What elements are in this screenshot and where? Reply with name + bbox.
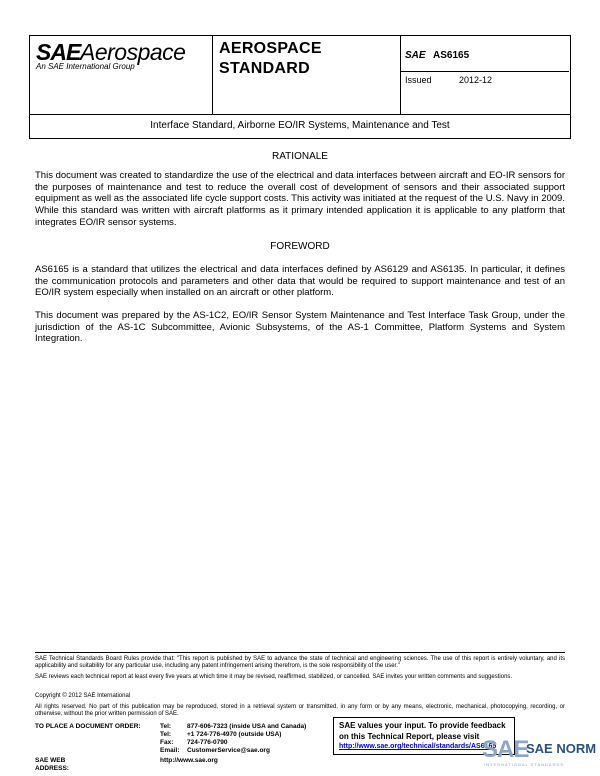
web-address-label: SAE WEB ADDRESS:: [35, 757, 69, 772]
footer-copyright: Copyright © 2012 SAE International: [35, 693, 131, 699]
document-title: Interface Standard, Airborne EO/IR Systems, Maintenance and Test: [150, 120, 450, 131]
watermark-norm-text: SAE NORM: [526, 741, 597, 756]
watermark-sae-logo: SAE: [482, 736, 529, 763]
watermark-subtext: INTERNATIONAL STANDARDS: [484, 762, 565, 767]
order-label: TO PLACE A DOCUMENT ORDER:: [35, 723, 141, 730]
rationale-paragraph: This document was created to standardize the use of the electrical and data interfaces between aircraft and EO-IR sensors for the purposes of maintenance and test to reduce the overall cost of development of sensors and their associated support equipment as well as the associated life cycle support costs. This activity was initiated at the request of the U.S. Navy in 2009. While this standard was written with aircraft platforms as it primary intended application it is applicable to any platform that integrates EO/IR sensor systems.: [35, 170, 565, 228]
contact-kind: Email:: [160, 747, 180, 754]
standard-title: AEROSPACE STANDARD: [219, 40, 322, 77]
title-cell: [212, 36, 400, 114]
issued-divider: [401, 71, 569, 72]
contact-kind: Tel:: [160, 723, 172, 730]
logo-cell: [30, 36, 212, 114]
footer-note-rules: SAE Technical Standards Board Rules provide that: "This report is published by SAE to advance the state of technical and engineering sciences. The use of this report is entirely voluntary, and its applicability and suitability for any particular use, including any patent infringement arising therefrom, is the sole responsibility of the user.": [35, 656, 565, 670]
issued-label: Issued: [405, 75, 432, 85]
doc-number: AS6165: [433, 50, 470, 61]
contact-value: +1 724-776-4970 (outside USA): [187, 731, 282, 738]
issued-date: 2012-12: [459, 75, 493, 85]
contact-email[interactable]: CustomerService@sae.org: [187, 747, 270, 754]
foreword-paragraph-2: This document was prepared by the AS-1C2, EO/IR Sensor System Maintenance and Test Interface Task Group, under the jurisdiction of the AS-1C Subcommittee, Avionic Subsystems, of the AS-1 Committee, Platform Systems and System Integration.: [35, 310, 565, 345]
rationale-heading: RATIONALE: [272, 151, 328, 162]
aerospace-logo-text: Aerospace: [80, 39, 186, 65]
footer-rights: All rights reserved. No part of this publication may be reproduced, stored in a retrieval system or transmitted, in any form or by any means, electronic, mechanical, photocopying, recording, or otherwise, without the prior written permission of SAE.: [35, 704, 565, 718]
logo-subtitle: An SAE International Group: [36, 62, 135, 71]
footer-note-review: SAE reviews each technical report at least every five years at which time it may be revised, reaffirmed, stabilized, or cancelled. SAE invites your written comments and suggestions.: [35, 674, 513, 680]
sae-mini-logo: SAE: [405, 50, 426, 61]
footer-rule: [35, 652, 565, 653]
foreword-paragraph-1: AS6165 is a standard that utilizes the electrical and data interfaces defined by AS6129 and AS6135. In particular, it defines the communication protocols and parameters and other data that would be required to support maintenance and test of an EO/IR system especially when installed on an aircraft or other platform.: [35, 264, 565, 299]
web-address-link[interactable]: http://www.sae.org: [160, 757, 218, 764]
docnum-row: [405, 49, 565, 65]
sae-norm-watermark: [482, 736, 598, 772]
foreword-heading: FOREWORD: [270, 241, 330, 252]
contact-kind: Tel:: [160, 731, 172, 738]
contact-value: 877-606-7323 (inside USA and Canada): [187, 723, 307, 730]
header-box: [29, 35, 571, 115]
contact-value: 724-776-0790: [187, 739, 228, 746]
feedback-text-2: on this Technical Report, please visit: [339, 732, 480, 741]
sae-logo: SAE: [36, 39, 81, 65]
feedback-text-1: SAE values your input. To provide feedback: [339, 721, 506, 730]
contact-kind: Fax:: [160, 739, 174, 746]
feedback-link[interactable]: http://www.sae.org/technical/standards/AS6165: [339, 743, 497, 750]
docnum-cell: [400, 36, 570, 114]
document-title-box: [29, 115, 571, 139]
